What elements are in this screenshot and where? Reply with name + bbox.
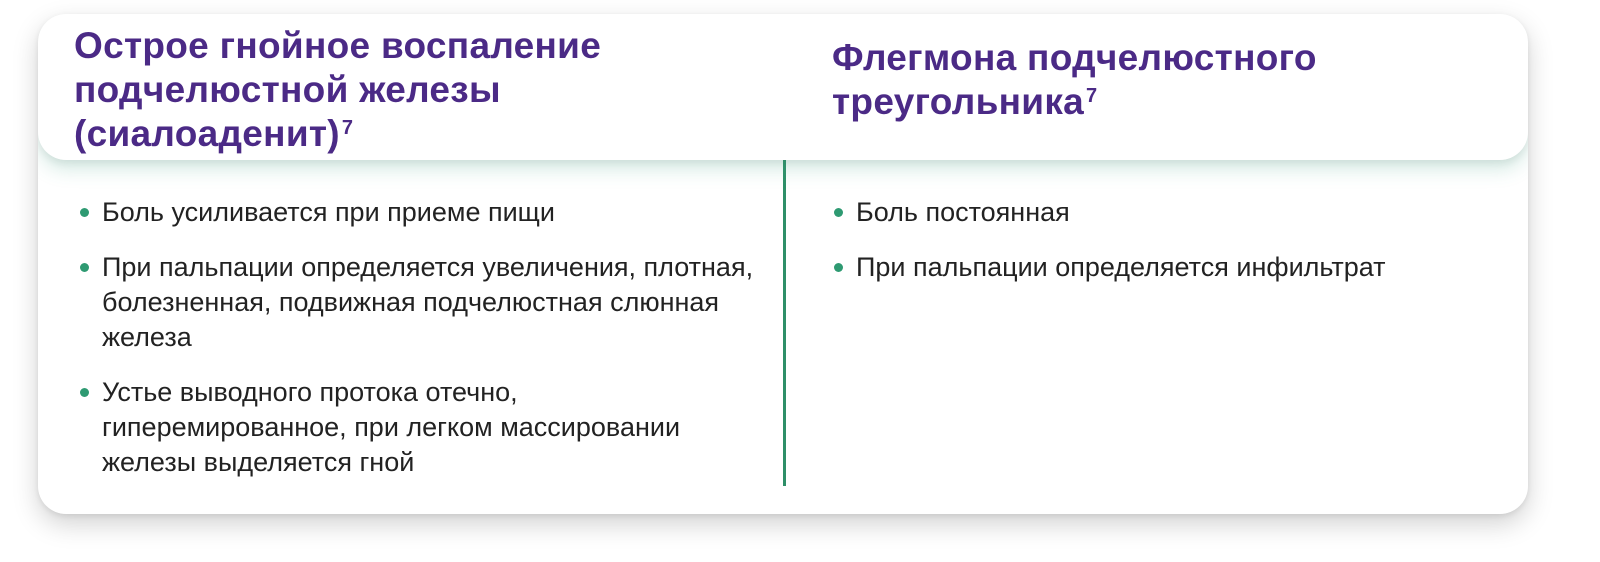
- list-item: Боль усиливается при приеме пищи: [78, 195, 768, 230]
- left-column-title: [74, 24, 774, 156]
- left-title-footnote: 7: [341, 117, 354, 139]
- right-title-text: Флегмона подчелюстного треугольника: [832, 37, 1317, 122]
- list-item: Боль постоянная: [832, 195, 1492, 230]
- list-item: При пальпации определяется инфильтрат: [832, 250, 1492, 285]
- list-item: При пальпации определяется увеличения, плотная, болезненная, подвижная подчелюстная слюнная железа: [78, 250, 768, 355]
- comparison-card: [38, 14, 1528, 514]
- left-title-text: Острое гнойное воспаление подчелюстной железы (сиалоаденит): [74, 25, 602, 154]
- column-divider: [783, 160, 786, 486]
- card-header: [38, 14, 1528, 160]
- right-column-title: [832, 36, 1492, 124]
- left-symptom-list: [78, 195, 768, 500]
- right-title-footnote: 7: [1086, 85, 1098, 107]
- list-item: Устье выводного протока отечно, гиперемированное, при легком массировании железы выделяется гной: [78, 375, 768, 480]
- right-symptom-list: [832, 195, 1492, 305]
